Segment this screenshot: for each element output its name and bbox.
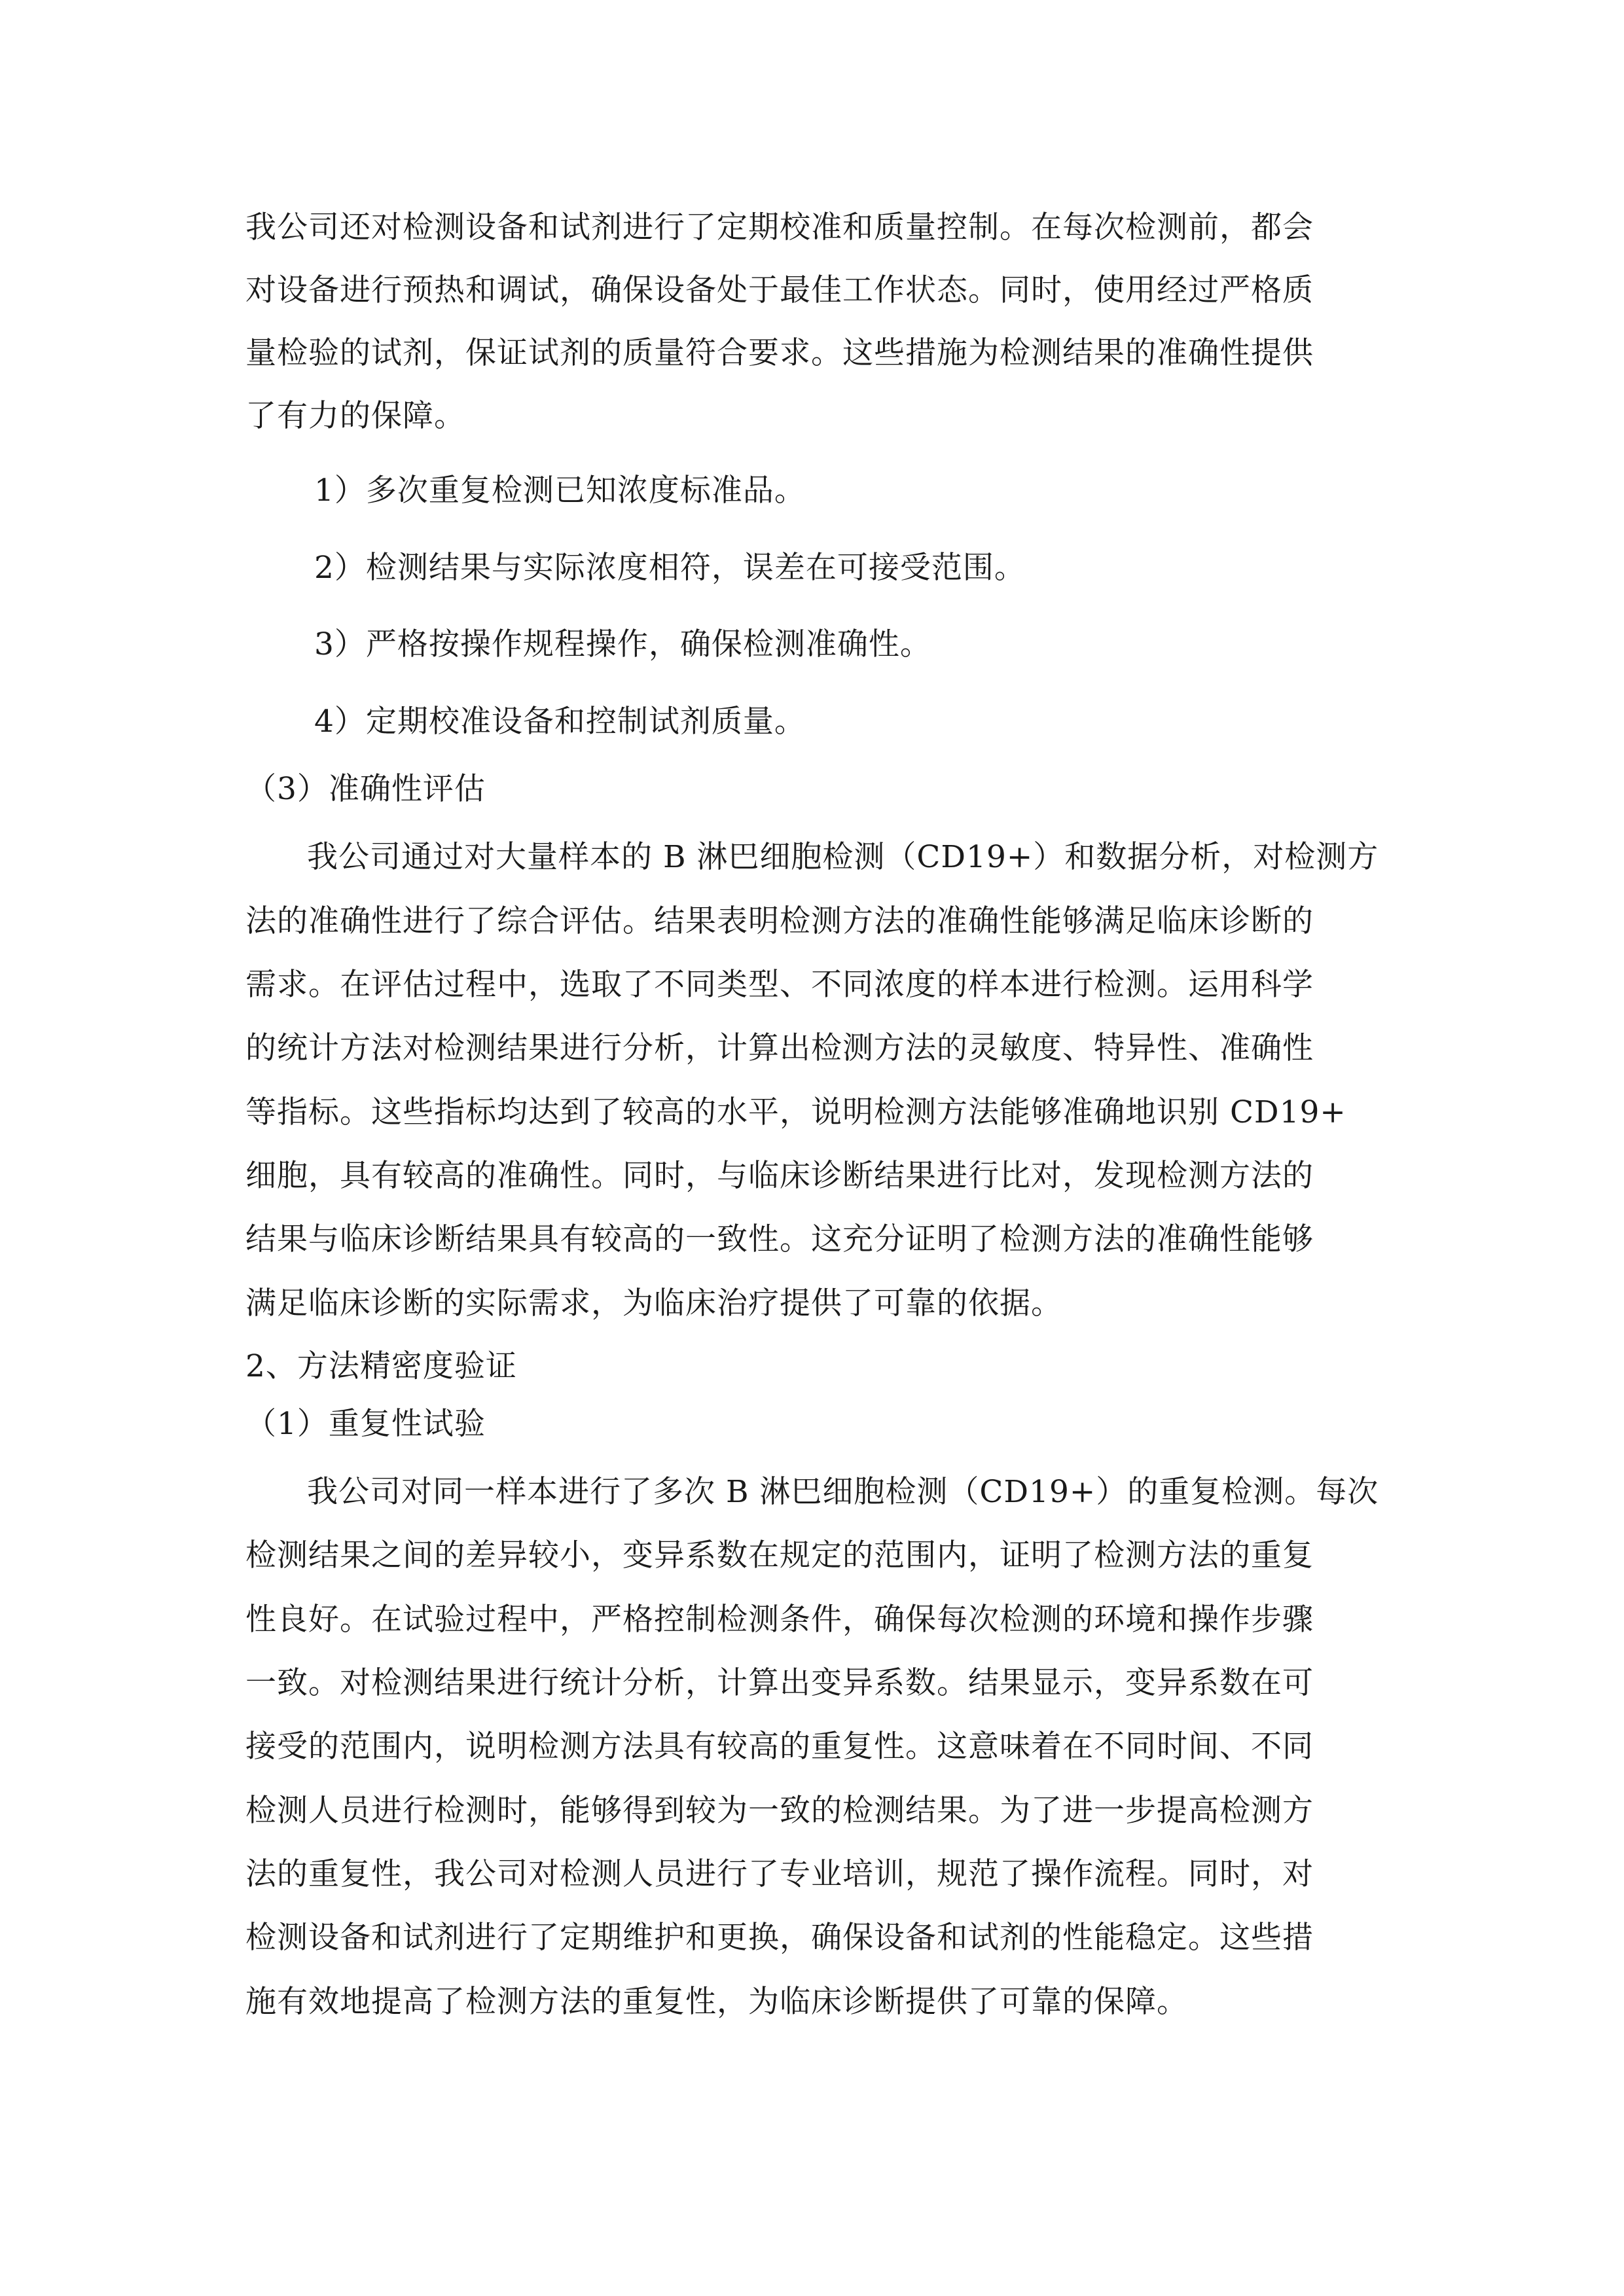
paragraph-line: 细胞，具有较高的准确性。同时，与临床诊断结果进行比对，发现检测方法的 bbox=[245, 1158, 1314, 1194]
paragraph-line: 等指标。这些指标均达到了较高的水平，说明检测方法能够准确地识别 CD19+ bbox=[245, 1094, 1346, 1130]
list-item: 4）定期校准设备和控制试剂质量。 bbox=[314, 704, 806, 740]
paragraph-line: 法的准确性进行了综合评估。结果表明检测方法的准确性能够满足临床诊断的 bbox=[245, 903, 1314, 939]
paragraph-line: 需求。在评估过程中，选取了不同类型、不同浓度的样本进行检测。运用科学 bbox=[245, 967, 1314, 1003]
paragraph-line: 检测结果之间的差异较小，变异系数在规定的范围内，证明了检测方法的重复 bbox=[245, 1537, 1314, 1573]
paragraph-line: 满足临床诊断的实际需求，为临床治疗提供了可靠的依据。 bbox=[245, 1285, 1062, 1321]
paragraph-line: 我公司还对检测设备和试剂进行了定期校准和质量控制。在每次检测前，都会 bbox=[245, 209, 1314, 245]
paragraph-line: 检测设备和试剂进行了定期维护和更换，确保设备和试剂的性能稳定。这些措 bbox=[245, 1920, 1314, 1956]
paragraph-line: 结果与临床诊断结果具有较高的一致性。这充分证明了检测方法的准确性能够 bbox=[245, 1221, 1314, 1257]
paragraph-line: 检测人员进行检测时，能够得到较为一致的检测结果。为了进一步提高检测方 bbox=[245, 1793, 1314, 1829]
subsection-heading: （1）重复性试验 bbox=[245, 1406, 486, 1442]
paragraph-line: 施有效地提高了检测方法的重复性，为临床诊断提供了可靠的保障。 bbox=[245, 1984, 1188, 2020]
list-item: 1）多次重复检测已知浓度标准品。 bbox=[314, 473, 806, 509]
paragraph-line: 法的重复性，我公司对检测人员进行了专业培训，规范了操作流程。同时，对 bbox=[245, 1856, 1314, 1892]
paragraph-line: 接受的范围内，说明检测方法具有较高的重复性。这意味着在不同时间、不同 bbox=[245, 1729, 1314, 1765]
list-item: 2）检测结果与实际浓度相符，误差在可接受范围。 bbox=[314, 550, 1026, 586]
paragraph-line: 我公司对同一样本进行了多次 B 淋巴细胞检测（CD19+）的重复检测。每次 bbox=[307, 1474, 1379, 1510]
paragraph-line: 我公司通过对大量样本的 B 淋巴细胞检测（CD19+）和数据分析，对检测方 bbox=[307, 839, 1379, 875]
section-heading: 2、方法精密度验证 bbox=[245, 1348, 517, 1384]
section-heading: （3）准确性评估 bbox=[245, 771, 486, 807]
paragraph-line: 性良好。在试验过程中，严格控制检测条件，确保每次检测的环境和操作步骤 bbox=[245, 1602, 1314, 1638]
paragraph-line: 了有力的保障。 bbox=[245, 398, 465, 434]
paragraph-line: 一致。对检测结果进行统计分析，计算出变异系数。结果显示，变异系数在可 bbox=[245, 1665, 1314, 1701]
document-body bbox=[245, 196, 1379, 2094]
list-item: 3）严格按操作规程操作，确保检测准确性。 bbox=[314, 626, 931, 662]
paragraph-line: 对设备进行预热和调试，确保设备处于最佳工作状态。同时，使用经过严格质 bbox=[245, 272, 1314, 308]
paragraph-line: 的统计方法对检测结果进行分析，计算出检测方法的灵敏度、特异性、准确性 bbox=[245, 1030, 1314, 1066]
paragraph-line: 量检验的试剂，保证试剂的质量符合要求。这些措施为检测结果的准确性提供 bbox=[245, 335, 1314, 371]
